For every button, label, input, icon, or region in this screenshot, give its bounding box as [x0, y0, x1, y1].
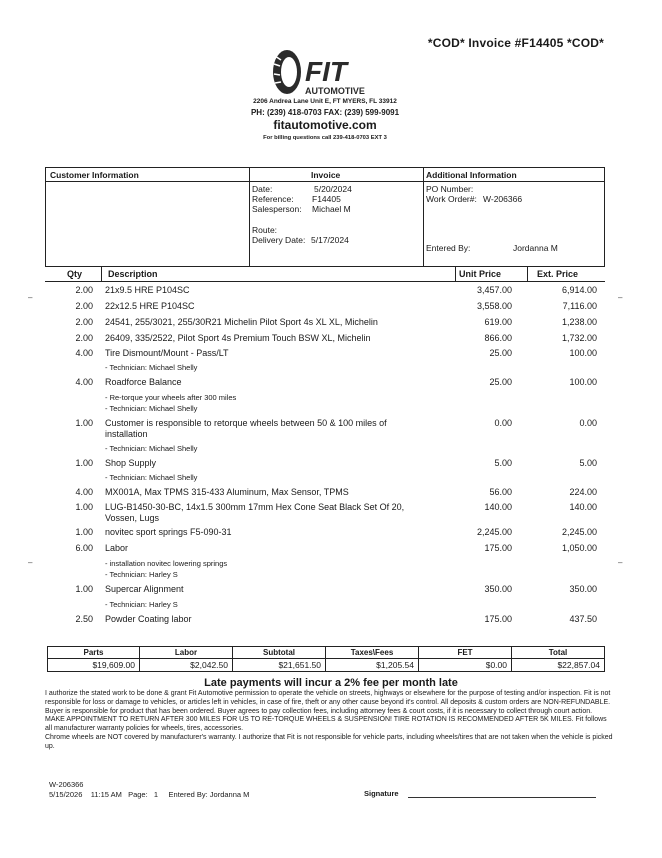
item-qty: 1.00: [75, 418, 93, 428]
item-unit-price: 0.00: [494, 418, 512, 428]
footer-info: [49, 780, 249, 800]
date-label: Date:: [252, 184, 273, 194]
reference-label: Reference:: [252, 194, 294, 204]
item-ext-price: 140.00: [569, 502, 597, 512]
work-order-value: W-206366: [483, 194, 523, 204]
item-unit-price: 2,245.00: [476, 527, 512, 537]
item-qty: 2.00: [75, 317, 93, 327]
parts-total-cell: [48, 647, 140, 671]
item-note: - Technician: Michael Shelly: [105, 363, 198, 372]
salesperson-label: Salesperson:: [252, 204, 302, 214]
billing-note: For billing questions call 239-418-0703 EXT 3: [263, 135, 387, 141]
item-description: Supercar Alignment: [105, 584, 184, 594]
item-qty: 2.00: [75, 333, 93, 343]
item-qty: 2.00: [75, 301, 93, 311]
company-phone: PH: (239) 418-0703 FAX: (239) 599-9091: [250, 108, 400, 117]
item-note: - Re-torque your wheels after 300 miles: [105, 393, 237, 402]
item-note: - Technician: Michael Shelly: [105, 473, 198, 482]
totals-table: [47, 646, 605, 672]
item-description: 26409, 335/2522, Pilot Sport 4s Premium Touch BSW XL, Michelin: [105, 333, 371, 343]
terms-paragraph: Chrome wheels are NOT covered by manufacturer's warranty. I authorize that Fit is not responsible for vehicle parts, including wheels/tires that are not taken when the vehicle is picked up.: [45, 733, 613, 750]
footer-work-order: W-206366: [49, 780, 84, 789]
logo-subtitle: AUTOMOTIVE: [305, 86, 365, 96]
item-qty: 4.00: [75, 487, 93, 497]
margin-mark: –: [28, 558, 33, 567]
route-label: Route:: [252, 225, 278, 235]
item-unit-price: 25.00: [489, 377, 512, 387]
item-note: - installation novitec lowering springs: [105, 559, 228, 568]
item-note: - Technician: Harley S: [105, 600, 178, 609]
taxes-value: $1,205.54: [376, 660, 414, 670]
item-qty: 1.00: [75, 527, 93, 537]
po-number-label: PO Number:: [426, 184, 474, 194]
subtotal-value: $21,651.50: [278, 660, 321, 670]
margin-mark: –: [618, 293, 623, 302]
work-order-label: Work Order#:: [426, 194, 477, 204]
item-ext-price: 6,914.00: [561, 285, 597, 295]
item-ext-price: 350.00: [569, 584, 597, 594]
entered-by-label: Entered By:: [426, 243, 471, 253]
item-description: Shop Supply: [105, 458, 157, 468]
fet-label: FET: [457, 648, 473, 657]
description-column-header: Description: [108, 269, 158, 279]
grand-total: $22,857.04: [557, 660, 600, 670]
unit-price-column-header: Unit Price: [459, 269, 502, 279]
parts-total: $19,609.00: [92, 660, 135, 670]
parts-label: Parts: [83, 648, 104, 657]
item-unit-price: 56.00: [489, 487, 512, 497]
item-description: Tire Dismount/Mount - Pass/LT: [105, 348, 229, 358]
item-ext-price: 100.00: [569, 348, 597, 358]
item-ext-price: 5.00: [579, 458, 597, 468]
subtotal-cell: [233, 647, 326, 671]
item-unit-price: 175.00: [484, 614, 512, 624]
item-ext-price: 224.00: [569, 487, 597, 497]
delivery-date-value: 5/17/2024: [311, 235, 349, 245]
total-label: Total: [548, 648, 568, 657]
invoice-date: 5/20/2024: [314, 184, 352, 194]
terms-paragraph: MAKE APPOINTMENT TO RETURN AFTER 300 MILES FOR US TO RE-TORQUE WHEELS & SUSPENSION! TIRE ROTATION IS RECOMMENDED AFTER 5K MILES. Fit follows all manufacturer warranty policies for wheels, tires, accessories.: [45, 716, 607, 733]
labor-total: $2,042.50: [190, 660, 228, 670]
additional-info-header: Additional Information: [426, 170, 517, 180]
signature-line[interactable]: [408, 797, 596, 798]
item-note: - Technician: Harley S: [105, 570, 178, 579]
margin-mark: –: [28, 293, 33, 302]
company-address: 2206 Andrea Lane Unit E, FT MYERS, FL 33912: [253, 98, 397, 105]
item-description: Customer is responsible to retorque wheels between 50 & 100 miles of installation: [105, 418, 387, 439]
item-description: LUG-B1450-30-BC, 14x1.5 300mm 17mm Hex Cone Seat Black Set Of 20, Vossen, Lugs: [105, 502, 405, 523]
labor-total-cell: [140, 647, 233, 671]
item-unit-price: 5.00: [494, 458, 512, 468]
item-qty: 4.00: [75, 348, 93, 358]
item-description: 24541, 255/3021, 255/30R21 Michelin Pilot Sport 4s XL XL, Michelin: [105, 317, 378, 327]
item-unit-price: 175.00: [484, 543, 512, 553]
entered-by-value: Jordanna M: [513, 243, 558, 253]
taxes-cell: [326, 647, 419, 671]
item-description: Labor: [105, 543, 129, 553]
item-qty: 4.00: [75, 377, 93, 387]
reference-value: F14405: [312, 194, 341, 204]
signature-label: Signature: [364, 789, 399, 798]
item-description: novitec sport springs F5-090-31: [105, 527, 232, 537]
ext-price-column-header: Ext. Price: [537, 269, 579, 279]
item-ext-price: 1,732.00: [561, 333, 597, 343]
item-note: - Technician: Michael Shelly: [105, 404, 198, 413]
taxes-label: Taxes\Fees: [350, 648, 394, 657]
footer-print-line: 5/15/2026 11:15 AM Page: 1 Entered By: Jordanna M: [49, 790, 250, 799]
late-payment-notice: Late payments will incur a 2% fee per month late: [204, 677, 458, 689]
item-ext-price: 0.00: [579, 418, 597, 428]
item-description: 21x9.5 HRE P104SC: [105, 285, 190, 295]
company-header: [180, 48, 470, 141]
line-items-header: [45, 267, 605, 282]
item-unit-price: 25.00: [489, 348, 512, 358]
qty-column-header: Qty: [67, 269, 83, 279]
item-ext-price: 100.00: [569, 377, 597, 387]
fet-cell: [419, 647, 512, 671]
company-website: fitautomotive.com: [273, 118, 377, 132]
item-qty: 6.00: [75, 543, 93, 553]
item-ext-price: 1,050.00: [561, 543, 597, 553]
tire-logo-icon: [265, 48, 385, 96]
item-qty: 2.00: [75, 285, 93, 295]
salesperson-value: Michael M: [312, 204, 351, 214]
item-unit-price: 140.00: [484, 502, 512, 512]
item-unit-price: 3,457.00: [476, 285, 512, 295]
item-unit-price: 619.00: [484, 317, 512, 327]
customer-info-header: Customer Information: [50, 170, 139, 180]
item-description: 22x12.5 HRE P104SC: [105, 301, 195, 311]
invoice-header: Invoice: [311, 170, 341, 180]
item-description: Powder Coating labor: [105, 614, 192, 624]
labor-label: Labor: [174, 648, 198, 657]
item-qty: 1.00: [75, 458, 93, 468]
grand-total-cell: [512, 647, 604, 671]
margin-mark: –: [618, 558, 623, 567]
item-qty: 2.50: [75, 614, 93, 624]
logo-wordmark: FIT: [305, 56, 347, 87]
delivery-date-label: Delivery Date:: [252, 235, 306, 245]
item-qty: 1.00: [75, 502, 93, 512]
fet-value: $0.00: [485, 660, 507, 670]
item-unit-price: 3,558.00: [476, 301, 512, 311]
item-ext-price: 2,245.00: [561, 527, 597, 537]
terms-and-conditions: [45, 690, 615, 752]
terms-paragraph: I authorize the stated work to be done & grant Fit Automotive permission to operate the vehicle on streets, highways or elsewhere for the purpose of testing and/or inspection. Fit is not responsible for loss or damage to vehicles, or articles left in vehicles, in case of fire, theft or any other cause beyond it's control. All deposits & custom orders are NON-REFUNDABLE. Buyer is responsible for product that has been ordered. Buyer agrees to pay collection fees, including attorney fees & court costs, if it is necessary to collect through court action.: [45, 690, 611, 715]
item-ext-price: 1,238.00: [561, 317, 597, 327]
item-ext-price: 437.50: [569, 614, 597, 624]
subtotal-label: Subtotal: [263, 648, 295, 657]
item-unit-price: 866.00: [484, 333, 512, 343]
item-note: - Technician: Michael Shelly: [105, 444, 198, 453]
item-description: Roadforce Balance: [105, 377, 182, 387]
invoice-info-box: [45, 167, 605, 267]
item-ext-price: 7,116.00: [562, 301, 597, 311]
item-qty: 1.00: [75, 584, 93, 594]
item-description: MX001A, Max TPMS 315-433 Aluminum, Max Sensor, TPMS: [105, 487, 349, 497]
item-unit-price: 350.00: [484, 584, 512, 594]
invoice-number-heading: *COD* Invoice #F14405 *COD*: [427, 36, 604, 50]
